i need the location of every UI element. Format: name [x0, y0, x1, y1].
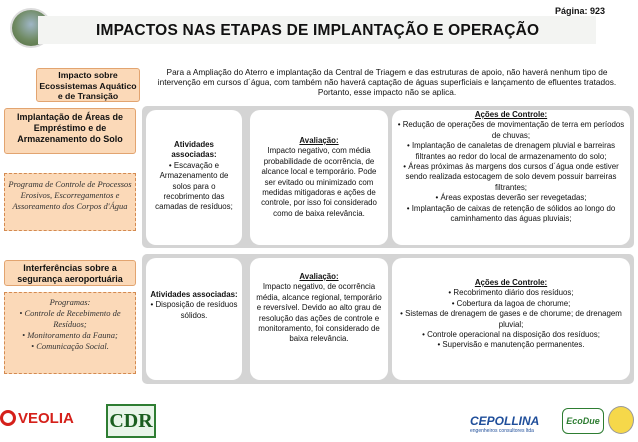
row3-action-item: • Cobertura da lagoa de chorume;	[398, 299, 624, 309]
veolia-logo-icon	[0, 410, 16, 426]
cdr-logo: CDR	[106, 404, 156, 438]
row2-actions-panel	[392, 110, 630, 245]
row2-action-item: • Implantação de canaletas de drenagem pluvial e barreiras filtrantes ao redor do local de armazenamento do solo;	[396, 141, 626, 162]
impact-airport-safety-text: Interferências sobre a segurança aeroportuária	[17, 263, 123, 284]
row2-evaluation-panel	[250, 110, 388, 245]
program-item: • Comunicação Social.	[5, 341, 135, 352]
programs-airport-safety	[4, 292, 136, 374]
cepollina-subtitle: engenheiros consultores ltda	[470, 428, 534, 434]
program-erosion-text: Programa de Controle de Processos Erosivos, Escorregamentos e Assoreamento dos Corpos d'Água	[8, 179, 132, 211]
impact-airport-safety-label	[4, 260, 136, 286]
row2-action-item: • Áreas próximas às margens dos cursos d´água onde estiver sendo realizada estocagem de solo devem possuir barreiras filtrantes;	[396, 162, 626, 193]
row2-action-item: • Áreas expostas deverão ser revegetadas;	[396, 193, 626, 203]
impact-borrow-areas-text: Implantação de Áreas de Empréstimo e de Armazenamento do Solo	[16, 112, 124, 144]
row3-evaluation-text: Impacto negativo, de ocorrência média, alcance regional, temporário e reversível. Devido ao alto grau de resolução das ações de controle e monitoramento, foi considerado de baixa relevância.	[256, 282, 382, 344]
row2-activities-title: Atividades associadas:	[171, 140, 217, 160]
program-erosion-control	[4, 173, 136, 231]
program-item: • Monitoramento da Fauna;	[5, 330, 135, 341]
impact-ecosystems-label	[36, 68, 140, 102]
row3-action-item: • Sistemas de drenagem de gases e de chorume; de drenagem pluvial;	[398, 309, 624, 330]
impact-ecosystems-text: Impacto sobre Ecossistemas Aquático e de Transição	[39, 70, 137, 101]
ecodue-logo: EcoDue	[562, 408, 604, 434]
veolia-logo: VEOLIA	[18, 410, 74, 427]
page-number: Página: 923	[555, 6, 606, 16]
row2-action-item: • Implantação de caixas de retenção de sólidos ao longo do caminhamento das águas pluviais;	[396, 204, 626, 225]
row3-actions-title: Ações de Controle:	[474, 278, 548, 287]
row3-action-item: • Supervisão e manutenção permanentes.	[398, 340, 624, 350]
row2-actions-title: Ações de Controle:	[474, 110, 548, 119]
ecosystems-description: Para a Ampliação do Aterro e implantação da Central de Triagem e das estruturas de apoio, não haverá nenhum tipo de intervenção em cursos d´água, com também não haverá captação de águas superficiais e lançamento de efluentes tratados. Portanto, esse impacto não se aplica.	[157, 67, 617, 97]
row2-evaluation-text: Impacto negativo, com média probabilidade de ocorrência, de alcance local e temporário. Pode ser evitado ou minimizado com medidas mitigadoras e ações de controle, por isso foi considerado como de baixa relevância.	[261, 146, 377, 218]
impact-borrow-areas-label	[4, 108, 136, 154]
row2-activities-panel	[146, 110, 242, 245]
row3-actions-panel	[392, 258, 630, 380]
programs-title: Programas:	[49, 297, 91, 307]
seal-icon	[608, 406, 634, 434]
program-item: • Controle de Recebimento de Resíduos;	[5, 308, 135, 330]
row3-action-item: • Recobrimento diário dos resíduos;	[398, 288, 624, 298]
row2-action-item: • Redução de operações de movimentação de terra em períodos de chuvas;	[396, 120, 626, 141]
row3-evaluation-title: Avaliação:	[299, 272, 339, 281]
row3-evaluation-panel	[250, 258, 388, 380]
row3-activities-title: Atividades associadas:	[150, 290, 238, 299]
row3-action-item: • Controle operacional na disposição dos resíduos;	[398, 330, 624, 340]
row2-evaluation-title: Avaliação:	[299, 136, 339, 145]
row3-activity-item: • Disposição de resíduos sólidos.	[150, 300, 238, 321]
page-title: IMPACTOS NAS ETAPAS DE IMPLANTAÇÃO E OPERAÇÃO	[96, 22, 540, 39]
row3-activities-panel	[146, 258, 242, 380]
footer-logos	[0, 400, 638, 442]
row2-activity-item: • Escavação e Armazenamento de solos para o recobrimento das camadas de resíduos;	[152, 161, 236, 213]
cepollina-logo: CEPOLLINA	[470, 414, 540, 428]
